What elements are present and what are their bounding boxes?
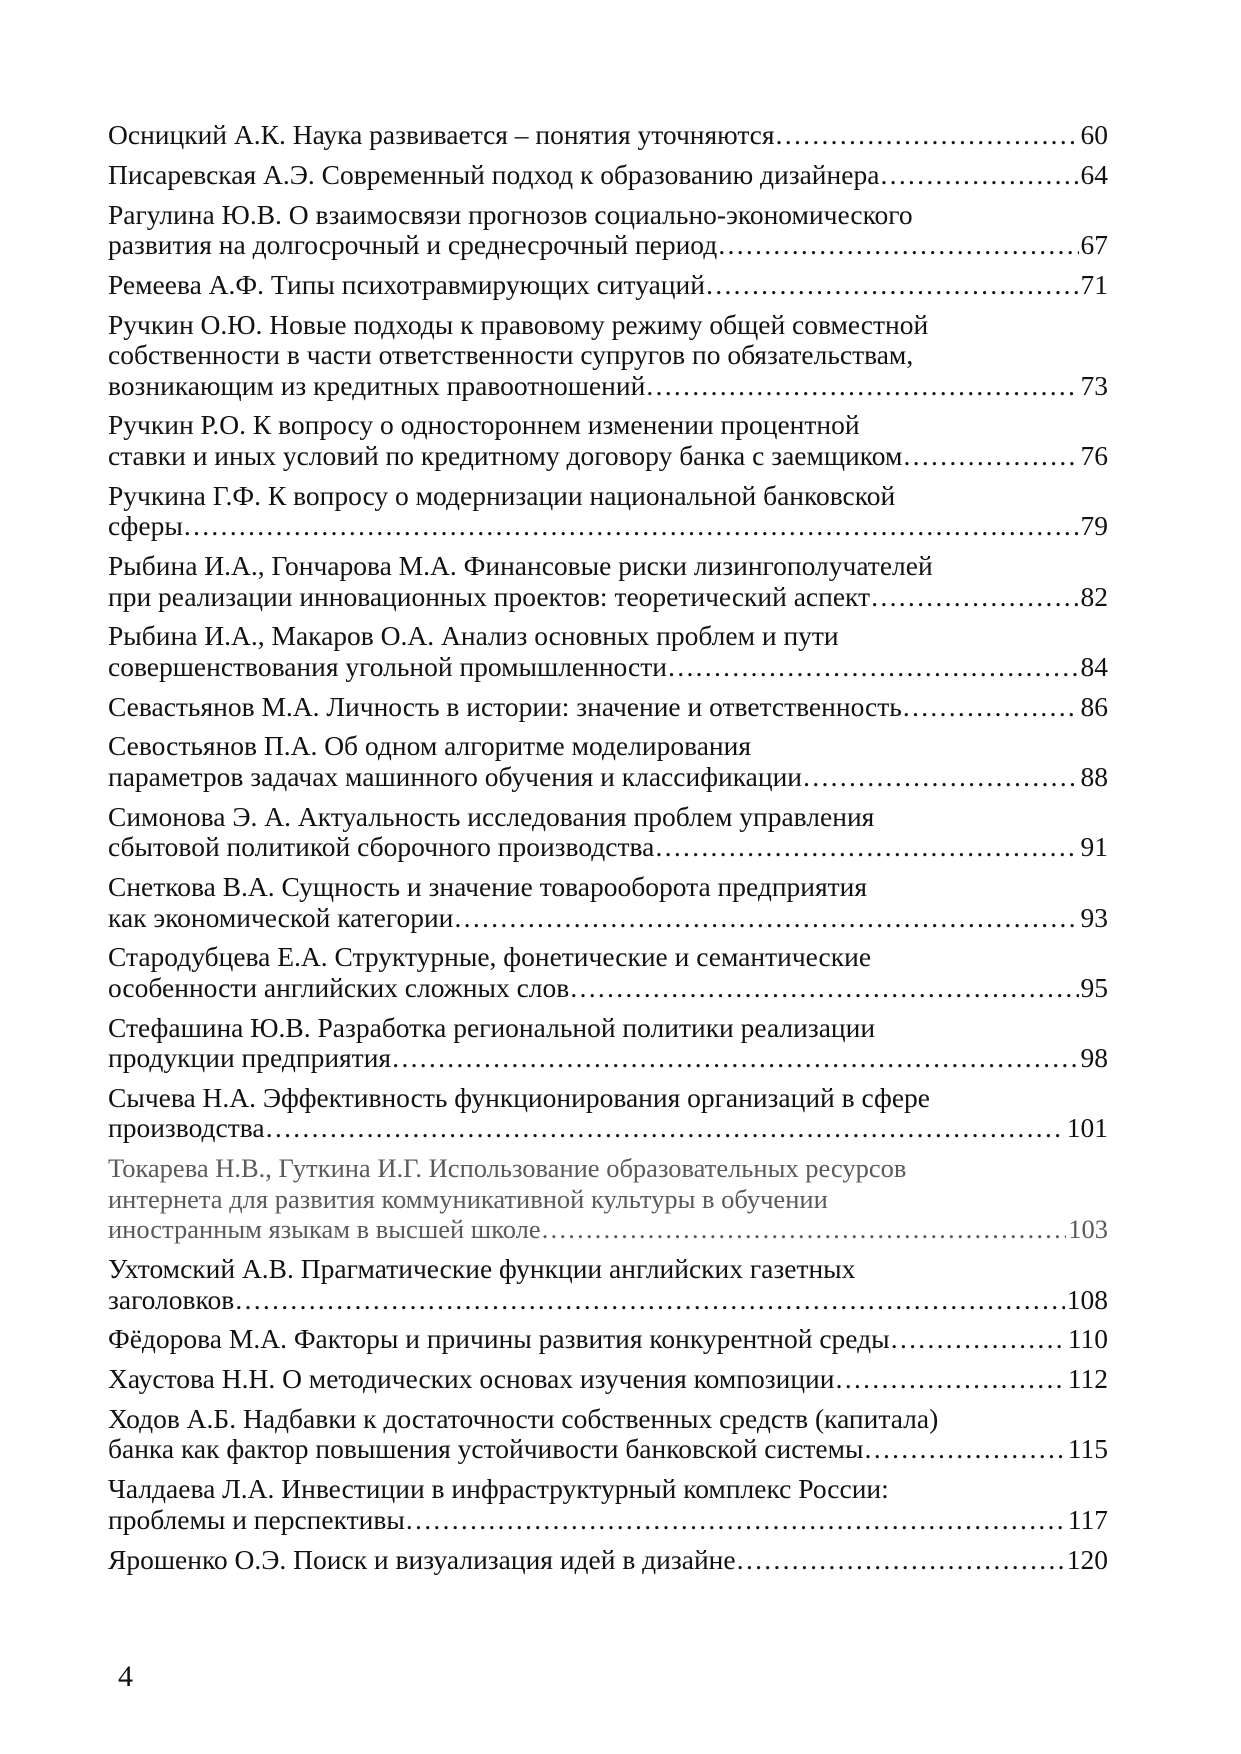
toc-page-number: 91 [1080,831,1108,863]
toc-entry-text: Ходов А.Б. Надбавки к достаточности собственных средств (капитала) [108,1402,939,1434]
toc-entry-line [108,371,1108,402]
toc-page-number: 71 [1080,268,1108,300]
toc-entry-line [108,340,1108,371]
toc-entry-line [108,410,1108,441]
toc-entry-line [108,1364,1108,1395]
toc-entry-line [108,802,1108,833]
toc-entry-text: Ремеева А.Ф. Типы психотравмирующих ситуаций [108,268,705,300]
toc-entry [108,1254,1108,1315]
dot-leader [541,1214,1067,1245]
toc-entry [108,802,1108,863]
toc-entry-line [108,1434,1108,1465]
toc-entry-text: банка как фактор повышения устойчивости банковской системы [108,1433,864,1465]
toc-entry [108,731,1108,792]
toc-entry-line [108,441,1108,472]
dot-leader [705,270,1079,301]
toc-entry [108,1013,1108,1074]
toc-page-number: 103 [1068,1214,1108,1245]
toc-entry-line [108,1324,1108,1355]
toc-entry-text: сбытовой политикой сборочного производства [108,831,655,863]
dot-leader [902,441,1078,472]
toc-entry [108,160,1108,191]
toc-entry-text: параметров задачах машинного обучения и классификации [108,760,803,792]
toc-entry-line [108,511,1108,542]
toc-entry-text: производства [108,1112,265,1144]
toc-entry-line [108,731,1108,762]
dot-leader [870,582,1078,613]
toc-entry-line [108,1545,1108,1576]
toc-entry-line [108,1113,1108,1144]
toc-entry-text: Рагулина Ю.В. О взаимосвязи прогнозов социально-экономического [108,198,913,230]
toc-entry-text: Ярошенко О.Э. Поиск и визуализация идей в дизайне [108,1543,736,1575]
toc-entry-text: Снеткова В.А. Сущность и значение товарооборота предприятия [108,871,868,903]
dot-leader [654,832,1078,863]
dot-leader [736,1545,1065,1576]
dot-leader [265,1113,1065,1144]
toc-entry [108,481,1108,542]
toc-entry-text: продукции предприятия [108,1042,392,1074]
toc-entry-line [108,160,1108,191]
toc-entry-line [108,1474,1108,1505]
toc-entry [108,1153,1108,1245]
toc-entry [108,200,1108,261]
toc-entry [108,942,1108,1003]
toc-entry-text: особенности английских сложных слов [108,971,570,1003]
toc-page-number: 86 [1080,690,1108,722]
toc-page-number: 73 [1080,369,1108,401]
toc-entry [108,310,1108,402]
dot-leader [569,973,1078,1004]
toc-entry-line [108,1083,1108,1114]
toc-entry-line [108,1153,1108,1184]
toc-entry-line [108,1043,1108,1074]
table-of-contents [108,120,1108,1584]
toc-entry-line [108,310,1108,341]
toc-entry-text: Стародубцева Е.А. Структурные, фонетические и семантические [108,941,872,973]
dot-leader [405,1505,1066,1536]
toc-page-number: 108 [1066,1283,1108,1315]
toc-page-number: 110 [1067,1323,1108,1355]
toc-page-number: 88 [1080,760,1108,792]
toc-entry [108,1474,1108,1535]
toc-entry-line [108,1184,1108,1215]
dot-leader [864,1434,1066,1465]
dot-leader [802,762,1078,793]
dot-leader [234,1285,1065,1316]
toc-entry-text: заголовков [108,1283,235,1315]
toc-entry-text: Севастьянов М.А. Личность в истории: значение и ответственность [108,690,902,722]
toc-entry-line [108,1285,1108,1316]
dot-leader [717,230,1078,261]
dot-leader [667,652,1079,683]
toc-entry [108,120,1108,151]
toc-entry-text: Ручкин Р.О. К вопросу о одностороннем изменении процентной [108,409,860,441]
toc-entry-line [108,903,1108,934]
toc-entry-text: Стефашина Ю.В. Разработка региональной политики реализации [108,1011,876,1043]
dot-leader [645,371,1078,402]
toc-entry-text: при реализации инновационных проектов: теоретический аспект [108,580,871,612]
toc-entry [108,621,1108,682]
dot-leader [902,692,1079,723]
toc-entry-text: сферы [108,510,183,542]
toc-entry [108,1083,1108,1144]
toc-entry [108,1404,1108,1465]
dot-leader [391,1043,1078,1074]
toc-entry-line [108,692,1108,723]
toc-entry-text: интернета для развития коммуникативной культуры в обучении [108,1183,828,1214]
toc-entry-text: Симонова Э. А. Актуальность исследования проблем управления [108,800,875,832]
toc-entry-line [108,1505,1108,1536]
toc-page-number: 98 [1080,1042,1108,1074]
toc-entry-line [108,973,1108,1004]
dot-leader [890,1324,1066,1355]
toc-entry-text: Чалдаева Л.А. Инвестиции в инфраструктурный комплекс России: [108,1473,889,1505]
toc-entry-line [108,582,1108,613]
toc-entry-line [108,1214,1108,1245]
toc-entry [108,551,1108,612]
toc-entry-line [108,942,1108,973]
toc-entry-line [108,120,1108,151]
dot-leader [879,160,1078,191]
toc-entry-text: возникающим из кредитных правоотношений [108,369,646,401]
dot-leader [775,120,1079,151]
toc-entry-text: совершенствования угольной промышленности [108,650,667,682]
toc-page-number: 79 [1080,510,1108,542]
toc-entry-text: иностранным языкам в высшей школе [108,1214,541,1245]
toc-page-number: 76 [1080,439,1108,471]
toc-page-number: 84 [1080,650,1108,682]
toc-entry [108,1364,1108,1395]
toc-entry [108,1324,1108,1355]
toc-page-number: 82 [1080,580,1108,612]
toc-entry-line [108,230,1108,261]
toc-entry-line [108,270,1108,301]
toc-entry-text: Ухтомский А.В. Прагматические функции английских газетных [108,1253,856,1285]
toc-page-number: 101 [1066,1112,1108,1144]
toc-page-number: 60 [1080,119,1108,150]
toc-entry-text: Токарева Н.В., Гуткина И.Г. Использование образовательных ресурсов [108,1153,907,1184]
toc-entry-line [108,832,1108,863]
toc-entry-text: Фёдорова М.А. Факторы и причины развития конкурентной среды [108,1323,890,1355]
toc-entry-line [108,1013,1108,1044]
toc-page-number: 93 [1080,901,1108,933]
toc-entry-line [108,1404,1108,1435]
toc-entry [108,1545,1108,1576]
toc-entry-line [108,762,1108,793]
toc-entry-line [108,551,1108,582]
toc-entry-text: Хаустова Н.Н. О методических основах изучения композиции [108,1363,835,1395]
toc-entry-text: как экономической категории [108,901,454,933]
toc-page-number: 64 [1080,158,1108,190]
toc-entry-text: Ручкина Г.Ф. К вопросу о модернизации национальной банковской [108,479,896,511]
toc-page-number: 115 [1067,1433,1108,1465]
toc-entry-text: Осницкий А.К. Наука развивается – понятия уточняются [108,119,775,150]
page-number: 4 [118,1660,133,1693]
toc-entry-text: Ручкин О.Ю. Новые подходы к правовому режиму общей совместной [108,308,929,340]
toc-entry-text: развития на долгосрочный и среднесрочный период [108,229,718,261]
toc-entry [108,872,1108,933]
toc-page-number: 117 [1067,1503,1108,1535]
toc-page-number: 112 [1067,1363,1108,1395]
toc-entry-text: Севостьянов П.А. Об одном алгоритме моделирования [108,730,751,762]
toc-entry-line [108,481,1108,512]
toc-entry-text: Писаревская А.Э. Современный подход к образованию дизайнера [108,158,880,190]
dot-leader [183,511,1079,542]
toc-entry-text: Рыбина И.А., Макаров О.А. Анализ основных проблем и пути [108,620,839,652]
toc-entry-text: проблемы и перспективы [108,1503,405,1535]
toc-entry-text: Рыбина И.А., Гончарова М.А. Финансовые риски лизингополучателей [108,550,933,582]
toc-entry-text: Сычева Н.А. Эффективность функционирования организаций в сфере [108,1081,931,1113]
toc-entry [108,410,1108,471]
toc-page-number: 120 [1066,1543,1108,1575]
toc-entry-line [108,872,1108,903]
dot-leader [834,1364,1065,1395]
toc-entry [108,692,1108,723]
toc-entry-line [108,621,1108,652]
dot-leader [453,903,1078,934]
toc-entry-line [108,200,1108,231]
toc-page-number: 95 [1080,971,1108,1003]
toc-entry-line [108,1254,1108,1285]
toc-entry [108,270,1108,301]
toc-entry-text: ставки и иных условий по кредитному договору банка с заемщиком [108,439,903,471]
toc-page-number: 67 [1080,229,1108,261]
toc-entry-text: собственности в части ответственности супругов по обязательствам, [108,339,914,371]
toc-entry-line [108,652,1108,683]
